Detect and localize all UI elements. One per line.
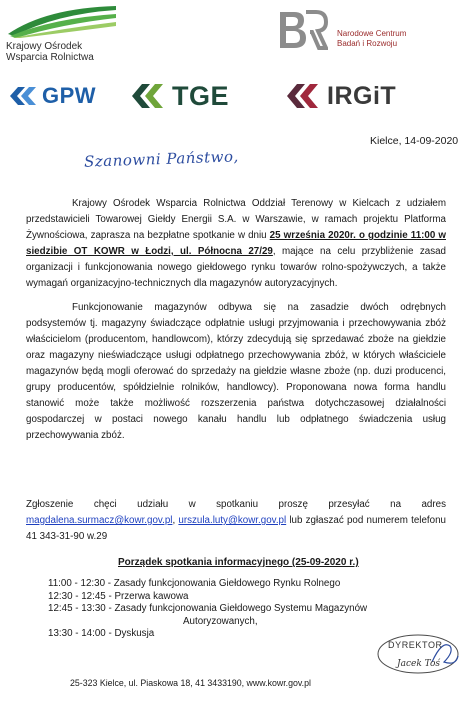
agenda-item-desc: Zasady funkcjonowania Giełdowego Rynku Rolnego [113, 578, 341, 589]
agenda-item [48, 628, 367, 641]
agenda-item [48, 603, 367, 616]
irgit-logo [285, 76, 396, 116]
paragraph-invitation-purpose: , mające na celu przybliżenie zasad organizacji i funkcjonowania nowego giełdowego rynku towarów rolno-spożywczych, a także wymagań organizacyjno-technicznych dla magazynów autoryzacyjnych. [26, 246, 447, 289]
greeting-handwritten: Szanowni Państwo, [83, 147, 240, 171]
tge-logo-text: TGE [172, 80, 230, 111]
agenda-item-time: 13:30 - 14:00 - [48, 628, 115, 639]
ncbr-logo-text: Narodowe Centrum Badań i Rozwoju [337, 29, 407, 48]
agenda-item-continuation [48, 616, 367, 629]
agenda-item-time: 12:30 - 12:45 - [48, 590, 115, 602]
paragraph-registration-phone: lub zgłaszać pod numerem telefonu 41 343-31-90 w.29 [26, 515, 446, 542]
email-link-surmacz[interactable]: magdalena.surmacz@kowr.gov.pl [26, 515, 173, 526]
ncbr-logo-mark [276, 8, 328, 52]
stamp-name: Jacek Toś [397, 659, 440, 669]
paragraph-invitation [26, 196, 446, 292]
footer-address: 25-323 Kielce, ul. Piaskowa 18, 41 3433190, www.kowr.gov.pl [70, 678, 311, 688]
email-separator: , [172, 515, 179, 526]
gpw-logo-icon [8, 83, 38, 109]
irgit-logo-text: IRGiT [327, 81, 397, 110]
paragraph-warehouses-text: Funkcjonowanie magazynów odbywa się na zasadzie dwóch odrębnych podsystemów tj. magazyny świadczące odpłatnie usługi przyjmowania i przechowywania zbóż właścicielom (producentom, handlowcom), którzy zdecydują się sprzedawać zboże na giełdzie oraz magazyny nieświadczące usługi odpłatnego przechowywania zbóż, w których właściciele magazynów będą mogli oferować do sprzedaży na giełdzie własne zboże (np. duzi producenci, grupy producentów, spółdzielnie rolników, handlowcy). Proponowana nowa forma handlu stanowić może także możliwość rozszerzenia państwa dotychczasowej działalności gospodarczej w postaci nowego kanału handlu lub odpłatnego świadczenia usług przechowywania zbóż. [26, 302, 446, 441]
agenda-item [48, 578, 367, 591]
paragraph-registration [26, 497, 446, 545]
agenda-item-desc: Zasady funkcjonowania Giełdowego Systemu Magazynów [114, 603, 368, 614]
letter-date: Kielce, 14-09-2020 [370, 135, 459, 147]
agenda-list [48, 578, 367, 641]
irgit-logo-icon [285, 81, 321, 111]
gpw-logo-text: GPW [42, 83, 97, 108]
agenda-item-time: 11:00 - 12:30 - [48, 578, 114, 589]
agenda-item-desc: Dyskusja [114, 628, 155, 639]
tge-logo [130, 76, 229, 116]
gpw-logo [8, 76, 96, 116]
agenda-item-desc: Przerwa kawowa [114, 590, 189, 602]
meeting-date-location: 25 września 2020r. o godzinie 11:00 w siedzibie OT KOWR w Łodzi, ul. Północna 27/29 [26, 230, 446, 257]
stamp-title: DYREKTOR [388, 640, 443, 650]
kowr-logo-mark [6, 4, 118, 38]
agenda-item [48, 591, 367, 604]
tge-logo-icon [130, 81, 166, 111]
agenda-item-desc: Autoryzowanych, [183, 615, 258, 627]
kowr-logo-text: Krajowy Ośrodek Wsparcia Rolnictwa [6, 41, 94, 63]
agenda-title: Porządek spotkania informacyjnego (25-09-2020 r.) [118, 557, 359, 568]
paragraph-invitation-intro: Krajowy Ośrodek Wsparcia Rolnictwa Oddział Terenowy w Kielcach z udziałem przedstawicieli Towarowej Giełdy Energii S.A. w Warszawie, w ramach projektu Platforma Żywnościowa, zaprasza na bezpłatne spotkanie w dniu [26, 198, 446, 241]
paragraph-warehouses [26, 300, 446, 444]
paragraph-registration-intro: Zgłoszenie chęci udziału w spotkaniu proszę przesyłać na adres [26, 499, 446, 510]
email-link-luty[interactable]: urszula.luty@kowr.gov.pl [178, 515, 287, 526]
director-stamp [376, 632, 460, 676]
agenda-item-time: 12:45 - 13:30 - [48, 603, 115, 614]
